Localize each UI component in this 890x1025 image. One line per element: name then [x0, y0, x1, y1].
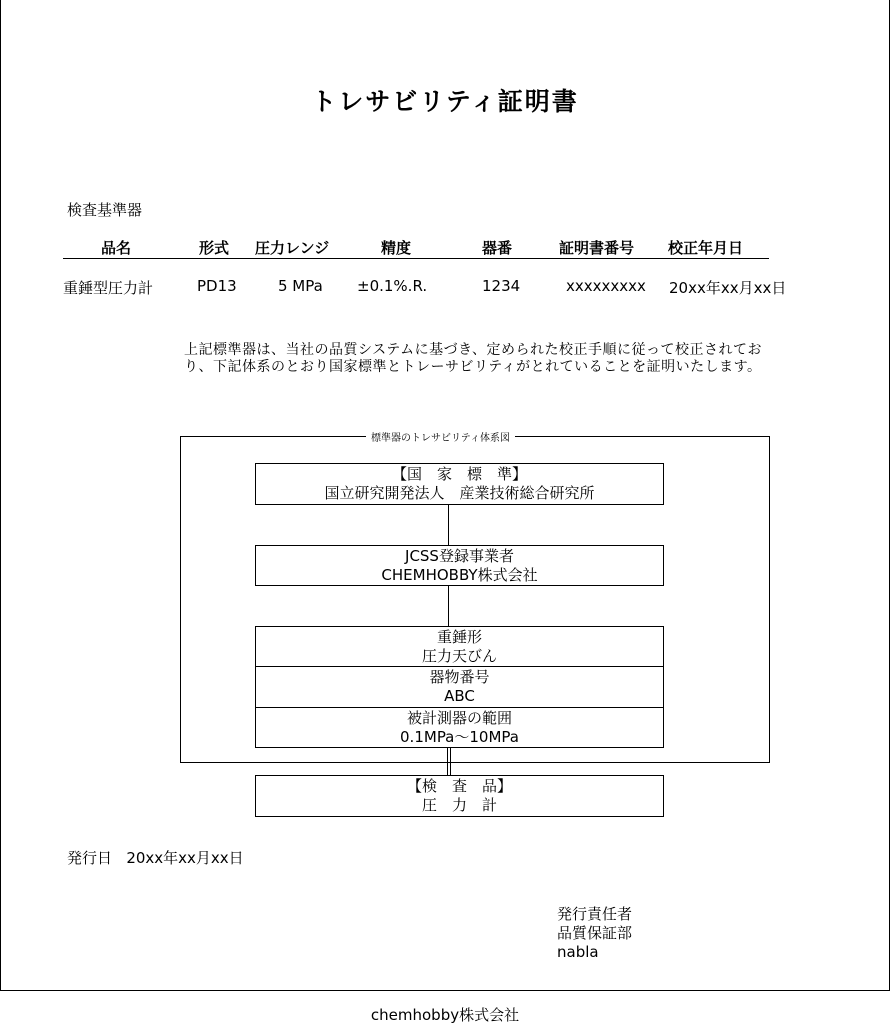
- cell-pressure-range: 5 MPa: [278, 277, 323, 295]
- jcss-box: [255, 545, 664, 586]
- device-range-value: 0.1MPa～10MPa: [400, 728, 519, 746]
- device-serial-box: [255, 666, 664, 708]
- device-type-line2: 圧力天びん: [421, 647, 497, 665]
- footer-company: chemhobby株式会社: [370, 1006, 520, 1024]
- issue-date-value: 20xx年xx月xx日: [126, 849, 244, 867]
- header-product-name: 品名: [101, 239, 132, 257]
- header-accuracy: 精度: [381, 239, 412, 257]
- national-standard-institute: 国立研究開発法人 産業技術総合研究所: [324, 484, 595, 502]
- header-model: 形式: [199, 239, 230, 257]
- cell-product-name: 重錘型圧力計: [63, 279, 154, 297]
- header-certificate-no: 証明書番号: [559, 239, 635, 257]
- traceability-frame-title: 標準器のトレサビリティ体系図: [366, 429, 515, 444]
- section-label: 検査基準器: [67, 201, 143, 219]
- connector-line: [448, 505, 449, 545]
- cell-certificate-no: xxxxxxxxx: [566, 277, 646, 295]
- header-serial: 器番: [482, 239, 513, 257]
- cell-accuracy: ±0.1%.R.: [357, 277, 428, 295]
- device-type-line1: 重錘形: [436, 628, 482, 646]
- responsible-block: [557, 905, 632, 962]
- device-range-box: [255, 707, 664, 748]
- cell-calibration-date: 20xx年xx月xx日: [669, 279, 787, 297]
- device-range-label: 被計測器の範囲: [406, 709, 512, 727]
- inspected-item-name: 圧 力 計: [421, 796, 497, 814]
- issue-date-line: [67, 847, 244, 868]
- device-type-box: [255, 626, 664, 667]
- issue-date-label: 発行日: [67, 849, 113, 867]
- responsible-name: nabla: [557, 943, 599, 961]
- device-serial-label: 器物番号: [429, 668, 490, 686]
- jcss-label: JCSS登録事業者: [405, 547, 514, 565]
- connector-line: [447, 748, 448, 775]
- inspected-item-heading: 【検 査 品】: [406, 777, 512, 795]
- header-pressure-range: 圧力レンジ: [255, 239, 330, 257]
- device-serial-value: ABC: [444, 687, 475, 705]
- national-standard-heading: 【国 家 標 準】: [391, 465, 527, 483]
- responsible-department: 品質保証部: [557, 924, 633, 942]
- document-title: トレサビリティ証明書: [311, 87, 579, 116]
- header-underline: [63, 258, 769, 259]
- cell-serial: 1234: [482, 277, 521, 295]
- header-calibration-date: 校正年月日: [668, 239, 744, 257]
- certification-statement: 上記標準器は、当社の品質システムに基づき、定められた校正手順に従って校正されており、下記体系のとおり国家標準とトレーサビリティがとれていることを証明いたします。: [184, 342, 763, 375]
- responsible-title: 発行責任者: [557, 905, 633, 923]
- national-standard-box: [255, 463, 664, 505]
- cell-model: PD13: [197, 277, 237, 295]
- inspected-item-box: [255, 775, 664, 817]
- jcss-company: CHEMHOBBY株式会社: [381, 566, 538, 584]
- connector-line: [450, 748, 451, 775]
- connector-line: [448, 586, 449, 626]
